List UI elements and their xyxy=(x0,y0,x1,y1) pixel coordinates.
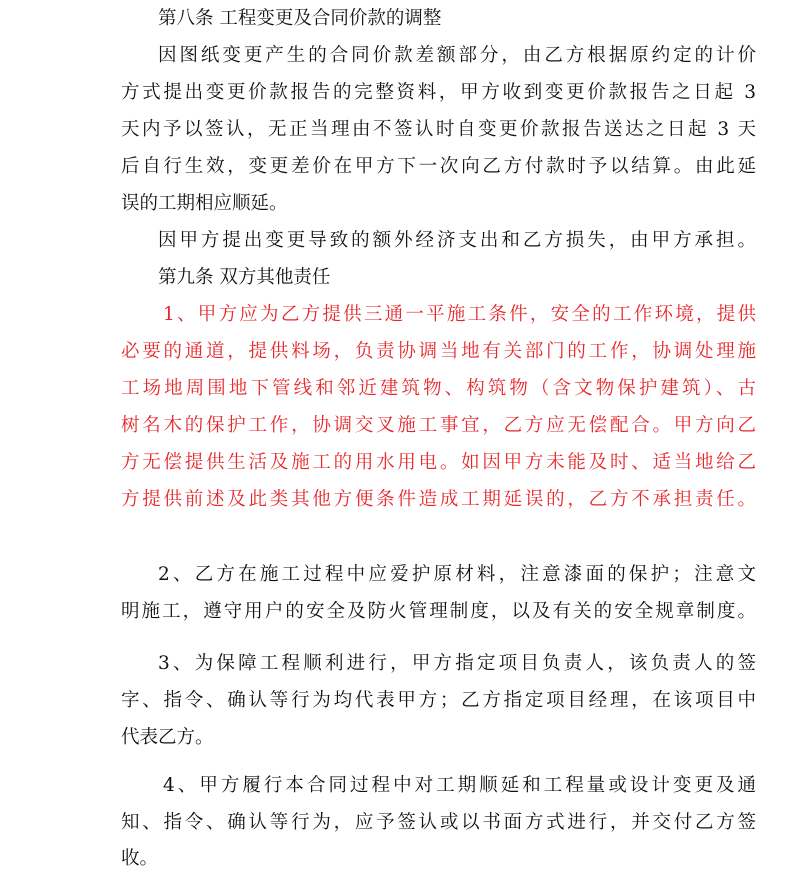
paragraph-line: 误的工期相应顺延。 xyxy=(121,193,288,214)
highlighted-clause-line: 工场地周围地下管线和邻近建筑物、构筑物（含文物保护建筑）、古 xyxy=(121,378,756,399)
paragraph-line: 收。 xyxy=(121,848,159,869)
paragraph-line: 字、指令、确认等行为均代表甲方；乙方指定项目经理，在该项目中 xyxy=(121,690,756,711)
paragraph-line: 因甲方提出变更导致的额外经济支出和乙方损失，由甲方承担。 xyxy=(158,230,756,251)
paragraph-line: 代表乙方。 xyxy=(121,727,214,748)
paragraph-line: 天内予以签认，无正当理由不签认时自变更价款报告送达之日起 3 天 xyxy=(121,119,756,140)
paragraph-line: 明施工，遵守用户的安全及防火管理制度，以及有关的安全规章制度。 xyxy=(121,601,756,622)
paragraph-line: 方式提出变更价款报告的完整资料，甲方收到变更价款报告之日起 3 xyxy=(121,82,756,103)
highlighted-clause-line: 必要的通道，提供料场，负责协调当地有关部门的工作，协调处理施 xyxy=(121,341,756,362)
highlighted-clause-line: 方提供前述及此类其他方便条件造成工期延误的，乙方不承担责任。 xyxy=(121,489,756,510)
paragraph-line: 4、甲方履行本合同过程中对工期顺延和工程量或设计变更及通 xyxy=(163,775,756,796)
paragraph-line: 知、指令、确认等行为，应予签认或以书面方式进行，并交付乙方签 xyxy=(121,812,756,833)
highlighted-clause-line: 1、甲方应为乙方提供三通一平施工条件，安全的工作环境，提供 xyxy=(163,304,756,325)
section-heading-article-9: 第九条 双方其他责任 xyxy=(158,267,331,288)
paragraph-line: 后自行生效，变更差价在甲方下一次向乙方付款时予以结算。由此延 xyxy=(121,156,756,177)
highlighted-clause-line: 树名木的保护工作，协调交叉施工事宜，乙方应无偿配合。甲方向乙 xyxy=(121,415,756,436)
section-heading-article-8: 第八条 工程变更及合同价款的调整 xyxy=(158,8,442,29)
highlighted-clause-line: 方无偿提供生活及施工的用水用电。如因甲方未能及时、适当地给乙 xyxy=(121,452,756,473)
paragraph-line: 3、为保障工程顺利进行，甲方指定项目负责人，该负责人的签 xyxy=(158,653,756,674)
paragraph-line: 因图纸变更产生的合同价款差额部分，由乙方根据原约定的计价 xyxy=(158,45,756,66)
paragraph-line: 2、乙方在施工过程中应爱护原材料，注意漆面的保护；注意文 xyxy=(158,564,756,585)
